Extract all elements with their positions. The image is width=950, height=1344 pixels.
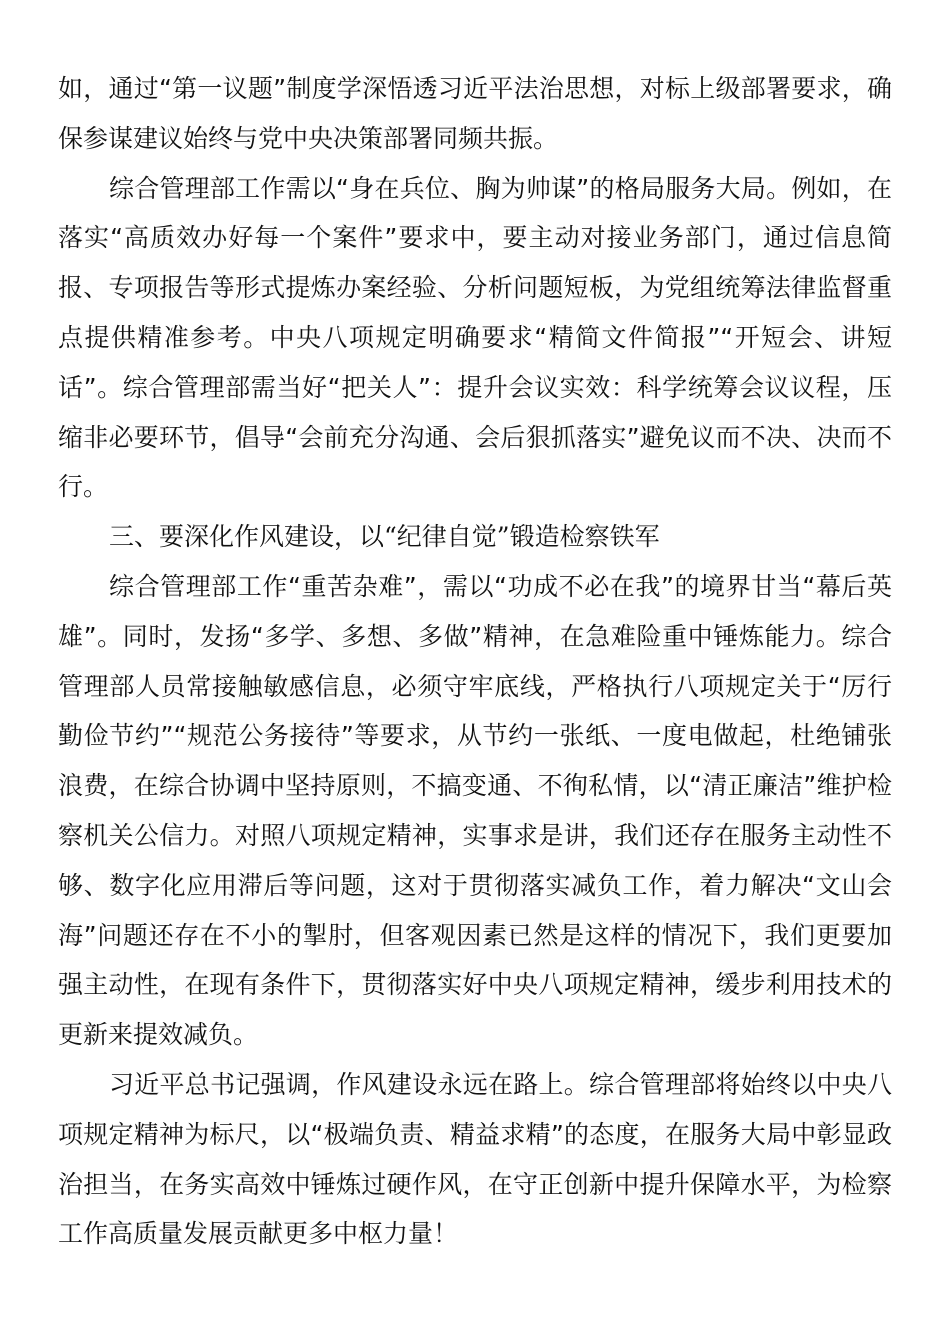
paragraph-overall-service: 综合管理部工作需以“身在兵位、胸为帅谋”的格局服务大局。例如，在落实“高质效办好每一个案件”要求中，要主动对接业务部门，通过信息简报、专项报告等形式提炼办案经验、分析问题短板，为党组统筹法律监督重点提供精准参考。中央八项规定明确要求“精简文件简报”“开短会、讲短话”。综合管理部需当好“把关人”：提升会议实效：科学统筹会议议程，压缩非必要环节，倡导“会前充分沟通、会后狠抓落实”避免议而不决、决而不行。 xyxy=(58,173,892,502)
document-page xyxy=(58,64,892,1259)
paragraph-conclusion: 习近平总书记强调，作风建设永远在路上。综合管理部将始终以中央八项规定精神为标尺，以“极端负责、精益求精”的态度，在服务大局中彰显政治担当，在务实高效中锤炼过硬作风，在守正创新中提升保障水平，为检察工作高质量发展贡献更多中枢力量！ xyxy=(58,1069,892,1249)
paragraph-work-style: 综合管理部工作“重苦杂难”，需以“功成不必在我”的境界甘当“幕后英雄”。同时，发扬“多学、多想、多做”精神，在急难险重中锤炼能力。综合管理部人员常接触敏感信息，必须守牢底线，严格执行八项规定关于“厉行勤俭节约”“规范公务接待”等要求，从节约一张纸、一度电做起，杜绝铺张浪费，在综合协调中坚持原则，不搞变通、不徇私情，以“清正廉洁”维护检察机关公信力。对照八项规定精神，实事求是讲，我们还存在服务主动性不够、数字化应用滞后等问题，这对于贯彻落实减负工作，着力解决“文山会海”问题还存在不小的掣肘，但客观因素已然是这样的情况下，我们更要加强主动性，在现有条件下，贯彻落实好中央八项规定精神，缓步利用技术的更新来提效减负。 xyxy=(58,571,892,1050)
section-heading-3: 三、要深化作风建设，以“纪律自觉”锻造检察铁军 xyxy=(109,522,660,552)
paragraph-continuation: 如，通过“第一议题”制度学深悟透习近平法治思想，对标上级部署要求，确保参谋建议始终与党中央决策部署同频共振。 xyxy=(58,74,892,153)
